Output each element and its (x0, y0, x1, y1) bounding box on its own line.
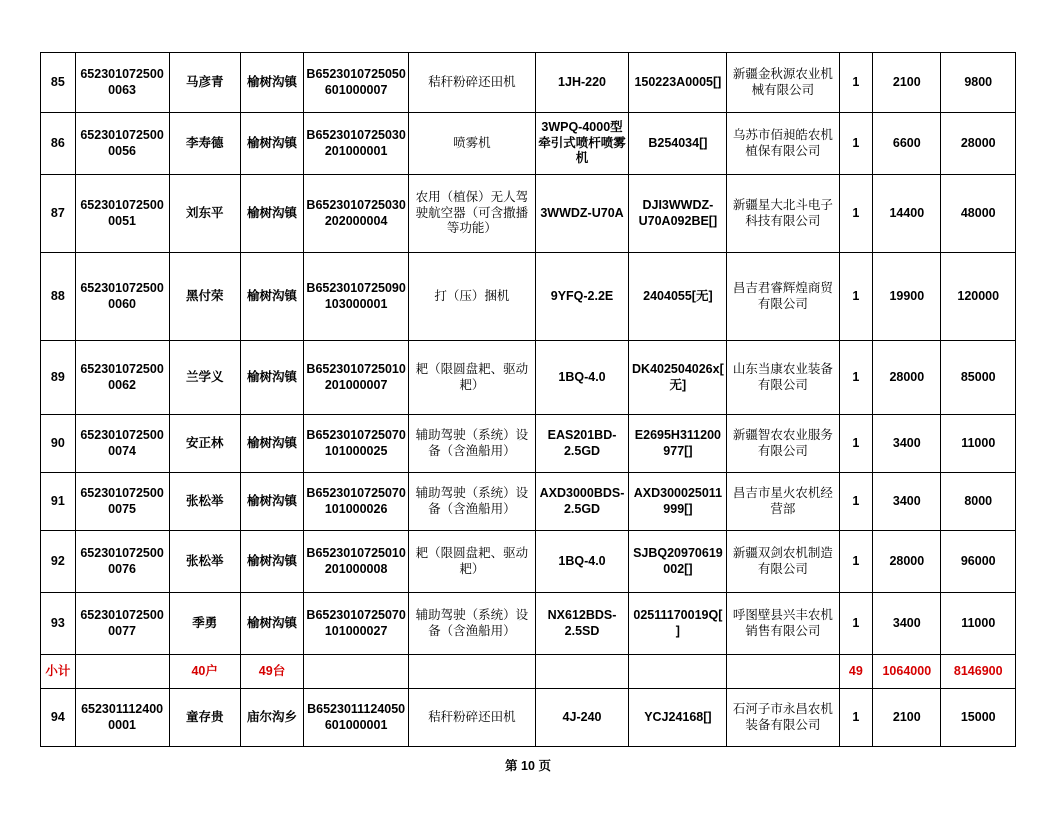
table-row (41, 593, 1016, 655)
cell-town: 榆树沟镇 (240, 593, 303, 655)
cell-serial: 150223A0005[] (629, 53, 727, 113)
cell-name: 童存贵 (169, 689, 240, 747)
cell-price: 11000 (941, 593, 1016, 655)
cell-machine-code: B6523010725010201000008 (304, 531, 409, 593)
cell-serial: 02511170019Q[] (629, 593, 727, 655)
cell-subtotal-blank-company (727, 655, 839, 689)
cell-price: 11000 (941, 415, 1016, 473)
cell-model: AXD3000BDS-2.5GD (535, 473, 629, 531)
cell-machine-name: 喷雾机 (409, 113, 535, 175)
cell-subsidy: 3400 (873, 415, 941, 473)
cell-index: 93 (41, 593, 76, 655)
cell-model: 1JH-220 (535, 53, 629, 113)
cell-machine-name: 农用（植保）无人驾驶航空器（可含撒播等功能） (409, 175, 535, 253)
cell-qty: 1 (839, 473, 873, 531)
cell-qty: 1 (839, 53, 873, 113)
cell-subtotal-label: 小计 (41, 655, 76, 689)
footer-prefix: 第 (505, 759, 518, 773)
cell-town: 榆树沟镇 (240, 415, 303, 473)
cell-company: 新疆星大北斗电子科技有限公司 (727, 175, 839, 253)
cell-qty: 1 (839, 415, 873, 473)
cell-id: 6523010725000077 (75, 593, 169, 655)
cell-index: 94 (41, 689, 76, 747)
cell-machine-code: B6523010725070101000027 (304, 593, 409, 655)
cell-town: 榆树沟镇 (240, 53, 303, 113)
cell-machine-name: 辅助驾驶（系统）设备（含渔船用） (409, 473, 535, 531)
table-row (41, 341, 1016, 415)
cell-id: 6523010725000062 (75, 341, 169, 415)
cell-serial: SJBQ20970619002[] (629, 531, 727, 593)
cell-machine-code: B6523010725050601000007 (304, 53, 409, 113)
table-row (41, 175, 1016, 253)
cell-model: NX612BDS-2.5SD (535, 593, 629, 655)
cell-subsidy: 3400 (873, 593, 941, 655)
cell-index: 86 (41, 113, 76, 175)
cell-company: 山东当康农业装备有限公司 (727, 341, 839, 415)
cell-qty: 1 (839, 341, 873, 415)
cell-name: 黑付荣 (169, 253, 240, 341)
cell-serial: AXD300025011999[] (629, 473, 727, 531)
cell-machine-code: B6523010725030202000004 (304, 175, 409, 253)
cell-machine-name: 辅助驾驶（系统）设备（含渔船用） (409, 415, 535, 473)
cell-serial: YCJ24168[] (629, 689, 727, 747)
table-row (41, 531, 1016, 593)
table-row-subtotal (41, 655, 1016, 689)
cell-index: 85 (41, 53, 76, 113)
cell-price: 96000 (941, 531, 1016, 593)
cell-subtotal-blank-id (75, 655, 169, 689)
cell-subtotal-units: 49台 (240, 655, 303, 689)
cell-town: 榆树沟镇 (240, 253, 303, 341)
table-row (41, 689, 1016, 747)
footer-suffix: 页 (538, 759, 551, 773)
cell-model: 1BQ-4.0 (535, 531, 629, 593)
table-row (41, 253, 1016, 341)
table-row (41, 113, 1016, 175)
cell-subsidy: 6600 (873, 113, 941, 175)
cell-serial: 2404055[无] (629, 253, 727, 341)
cell-id: 6523010725000060 (75, 253, 169, 341)
cell-qty: 1 (839, 531, 873, 593)
cell-town: 榆树沟镇 (240, 113, 303, 175)
cell-price: 9800 (941, 53, 1016, 113)
cell-serial: E2695H311200977[] (629, 415, 727, 473)
cell-qty: 1 (839, 113, 873, 175)
cell-index: 91 (41, 473, 76, 531)
page-footer (0, 756, 1056, 774)
cell-company: 新疆金秋源农业机械有限公司 (727, 53, 839, 113)
cell-machine-name: 辅助驾驶（系统）设备（含渔船用） (409, 593, 535, 655)
cell-price: 120000 (941, 253, 1016, 341)
cell-id: 6523010725000074 (75, 415, 169, 473)
cell-subsidy: 2100 (873, 53, 941, 113)
cell-id: 6523010725000075 (75, 473, 169, 531)
cell-price: 85000 (941, 341, 1016, 415)
cell-id: 6523010725000076 (75, 531, 169, 593)
cell-name: 兰学义 (169, 341, 240, 415)
cell-price: 28000 (941, 113, 1016, 175)
cell-model: 1BQ-4.0 (535, 341, 629, 415)
cell-price: 8000 (941, 473, 1016, 531)
cell-model: 3WPQ-4000型牵引式喷杆喷雾机 (535, 113, 629, 175)
cell-company: 新疆双剑农机制造有限公司 (727, 531, 839, 593)
cell-subsidy: 3400 (873, 473, 941, 531)
cell-town: 榆树沟镇 (240, 175, 303, 253)
cell-subsidy: 19900 (873, 253, 941, 341)
cell-company: 石河子市永昌农机装备有限公司 (727, 689, 839, 747)
cell-serial: B254034[] (629, 113, 727, 175)
cell-subtotal-blank-model (535, 655, 629, 689)
cell-price: 48000 (941, 175, 1016, 253)
cell-name: 刘东平 (169, 175, 240, 253)
cell-subtotal-households: 40户 (169, 655, 240, 689)
cell-company: 昌吉市星火农机经营部 (727, 473, 839, 531)
cell-name: 李寿德 (169, 113, 240, 175)
cell-name: 马彦青 (169, 53, 240, 113)
cell-subtotal-blank-code (304, 655, 409, 689)
cell-subsidy: 28000 (873, 341, 941, 415)
cell-index: 92 (41, 531, 76, 593)
cell-name: 张松举 (169, 473, 240, 531)
cell-subsidy: 28000 (873, 531, 941, 593)
cell-name: 安正林 (169, 415, 240, 473)
cell-subtotal-price: 8146900 (941, 655, 1016, 689)
cell-town: 庙尔沟乡 (240, 689, 303, 747)
cell-machine-code: B6523010725010201000007 (304, 341, 409, 415)
cell-model: EAS201BD-2.5GD (535, 415, 629, 473)
cell-qty: 1 (839, 593, 873, 655)
cell-index: 87 (41, 175, 76, 253)
cell-subsidy: 2100 (873, 689, 941, 747)
cell-machine-name: 打（压）捆机 (409, 253, 535, 341)
cell-machine-name: 耙（限圆盘耙、驱动耙） (409, 341, 535, 415)
page-number: 10 (521, 759, 535, 773)
cell-company: 乌苏市佰昶皓农机植保有限公司 (727, 113, 839, 175)
cell-qty: 1 (839, 253, 873, 341)
cell-town: 榆树沟镇 (240, 473, 303, 531)
cell-machine-code: B6523010725070101000026 (304, 473, 409, 531)
cell-qty: 1 (839, 689, 873, 747)
cell-subsidy: 14400 (873, 175, 941, 253)
cell-model: 9YFQ-2.2E (535, 253, 629, 341)
cell-machine-code: B6523010725090103000001 (304, 253, 409, 341)
cell-town: 榆树沟镇 (240, 341, 303, 415)
table-row (41, 53, 1016, 113)
cell-model: 4J-240 (535, 689, 629, 747)
cell-machine-code: B6523010725030201000001 (304, 113, 409, 175)
cell-company: 呼图壁县兴丰农机销售有限公司 (727, 593, 839, 655)
cell-serial: DJI3WWDZ-U70A092BE[] (629, 175, 727, 253)
cell-name: 季勇 (169, 593, 240, 655)
cell-model: 3WWDZ-U70A (535, 175, 629, 253)
cell-subtotal-qty: 49 (839, 655, 873, 689)
cell-company: 昌吉君睿辉煌商贸有限公司 (727, 253, 839, 341)
cell-index: 90 (41, 415, 76, 473)
cell-subtotal-blank-machine (409, 655, 535, 689)
cell-subtotal-subsidy: 1064000 (873, 655, 941, 689)
cell-id: 6523010725000056 (75, 113, 169, 175)
cell-id: 6523011124000001 (75, 689, 169, 747)
cell-serial: DK402504026x[无] (629, 341, 727, 415)
cell-machine-name: 秸秆粉碎还田机 (409, 689, 535, 747)
cell-id: 6523010725000051 (75, 175, 169, 253)
cell-qty: 1 (839, 175, 873, 253)
cell-machine-code: B6523010725070101000025 (304, 415, 409, 473)
cell-id: 6523010725000063 (75, 53, 169, 113)
cell-price: 15000 (941, 689, 1016, 747)
subsidy-table (40, 52, 1016, 747)
cell-machine-code: B6523011124050601000001 (304, 689, 409, 747)
cell-machine-name: 耙（限圆盘耙、驱动耙） (409, 531, 535, 593)
cell-town: 榆树沟镇 (240, 531, 303, 593)
cell-company: 新疆智农农业服务有限公司 (727, 415, 839, 473)
cell-index: 89 (41, 341, 76, 415)
table-row (41, 473, 1016, 531)
cell-index: 88 (41, 253, 76, 341)
table-row (41, 415, 1016, 473)
cell-subtotal-blank-serial (629, 655, 727, 689)
cell-machine-name: 秸秆粉碎还田机 (409, 53, 535, 113)
cell-name: 张松举 (169, 531, 240, 593)
